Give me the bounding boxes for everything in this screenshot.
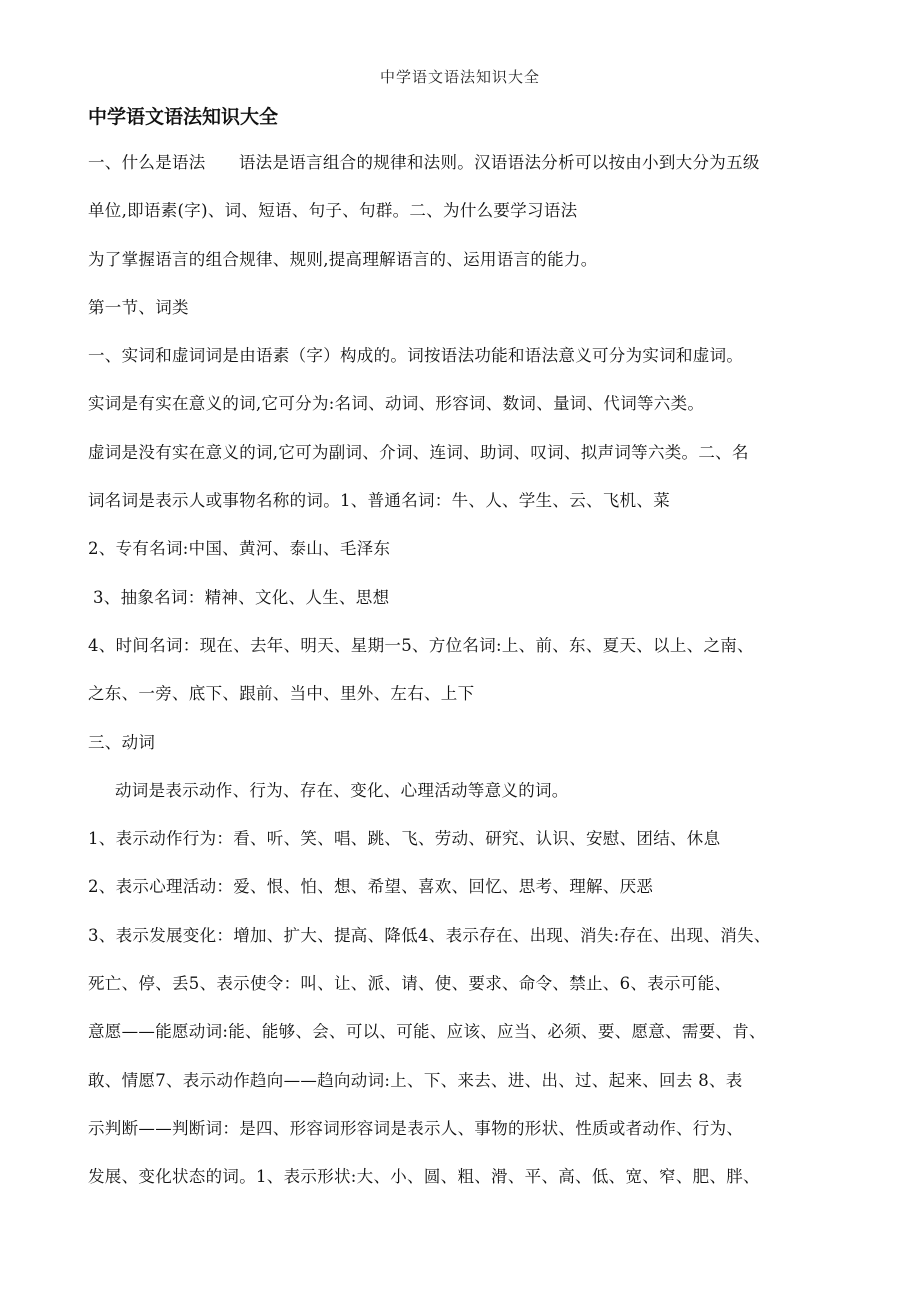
- text-line: 3、表示发展变化：增加、扩大、提高、降低4、表示存在、出现、消失:存在、出现、消失、: [88, 925, 771, 945]
- text-line: 死亡、停、丢5、表示使令：叫、让、派、请、使、要求、命令、禁止、6、表示可能、: [88, 974, 732, 994]
- text-line: 3、抽象名词：精神、文化、人生、思想: [93, 587, 390, 607]
- text-line: 2、专有名词:中国、黄河、泰山、毛泽东: [88, 539, 391, 559]
- text-line: 发展、变化状态的词。1、表示形状:大、小、圆、粗、滑、平、高、低、宽、窄、肥、胖、: [88, 1167, 760, 1187]
- text-line: 为了掌握语言的组合规律、规则,提高理解语言的、运用语言的能力。: [88, 249, 598, 269]
- text-line: 单位,即语素(字)、词、短语、句子、句群。二、为什么要学习语法: [88, 201, 578, 221]
- text-line: 一、什么是语法 语法是语言组合的规律和法则。汉语语法分析可以按由小到大分为五级: [88, 153, 760, 172]
- text-line: 动词是表示动作、行为、存在、变化、心理活动等意义的词。: [115, 780, 569, 800]
- document-body: [88, 146, 858, 1209]
- text-line: 示判断——判断词：是四、形容词形容词是表示人、事物的形状、性质或者动作、行为、: [88, 1118, 744, 1138]
- text-line: 1、表示动作行为：看、听、笑、唱、跳、飞、劳动、研究、认识、安慰、团结、休息: [88, 829, 721, 849]
- running-header: 中学语文语法知识大全: [379, 68, 540, 86]
- document-title: 中学语文语法知识大全: [88, 106, 279, 128]
- text-line: 之东、一旁、底下、跟前、当中、里外、左右、上下: [88, 684, 475, 704]
- text-line: 4、时间名词：现在、去年、明天、星期一5、方位名词:上、前、东、夏天、以上、之南、: [88, 635, 754, 655]
- section-heading: 三、动词: [88, 732, 156, 752]
- text-line: 2、表示心理活动：爱、恨、怕、想、希望、喜欢、回忆、思考、理解、厌恶: [88, 877, 654, 897]
- section-heading: 第一节、词类: [88, 297, 189, 317]
- text-line: 词名词是表示人或事物名称的词。1、普通名词：牛、人、学生、云、飞机、菜: [88, 491, 670, 511]
- text-line: 一、实词和虚词词是由语素（字）构成的。词按语法功能和语法意义可分为实词和虚词。: [88, 346, 744, 366]
- text-line: 意愿——能愿动词:能、能够、会、可以、可能、应该、应当、必须、要、愿意、需要、肯、: [88, 1022, 766, 1042]
- text-line: 实词是有实在意义的词,它可分为:名词、动词、形容词、数词、量词、代词等六类。: [88, 394, 705, 414]
- text-line: 虚词是没有实在意义的词,它可为副词、介词、连词、助词、叹词、拟声词等六类。二、名: [88, 442, 749, 462]
- text-line: 敢、情愿7、表示动作趋向——趋向动词:上、下、来去、进、出、过、起来、回去 8、表: [88, 1070, 743, 1090]
